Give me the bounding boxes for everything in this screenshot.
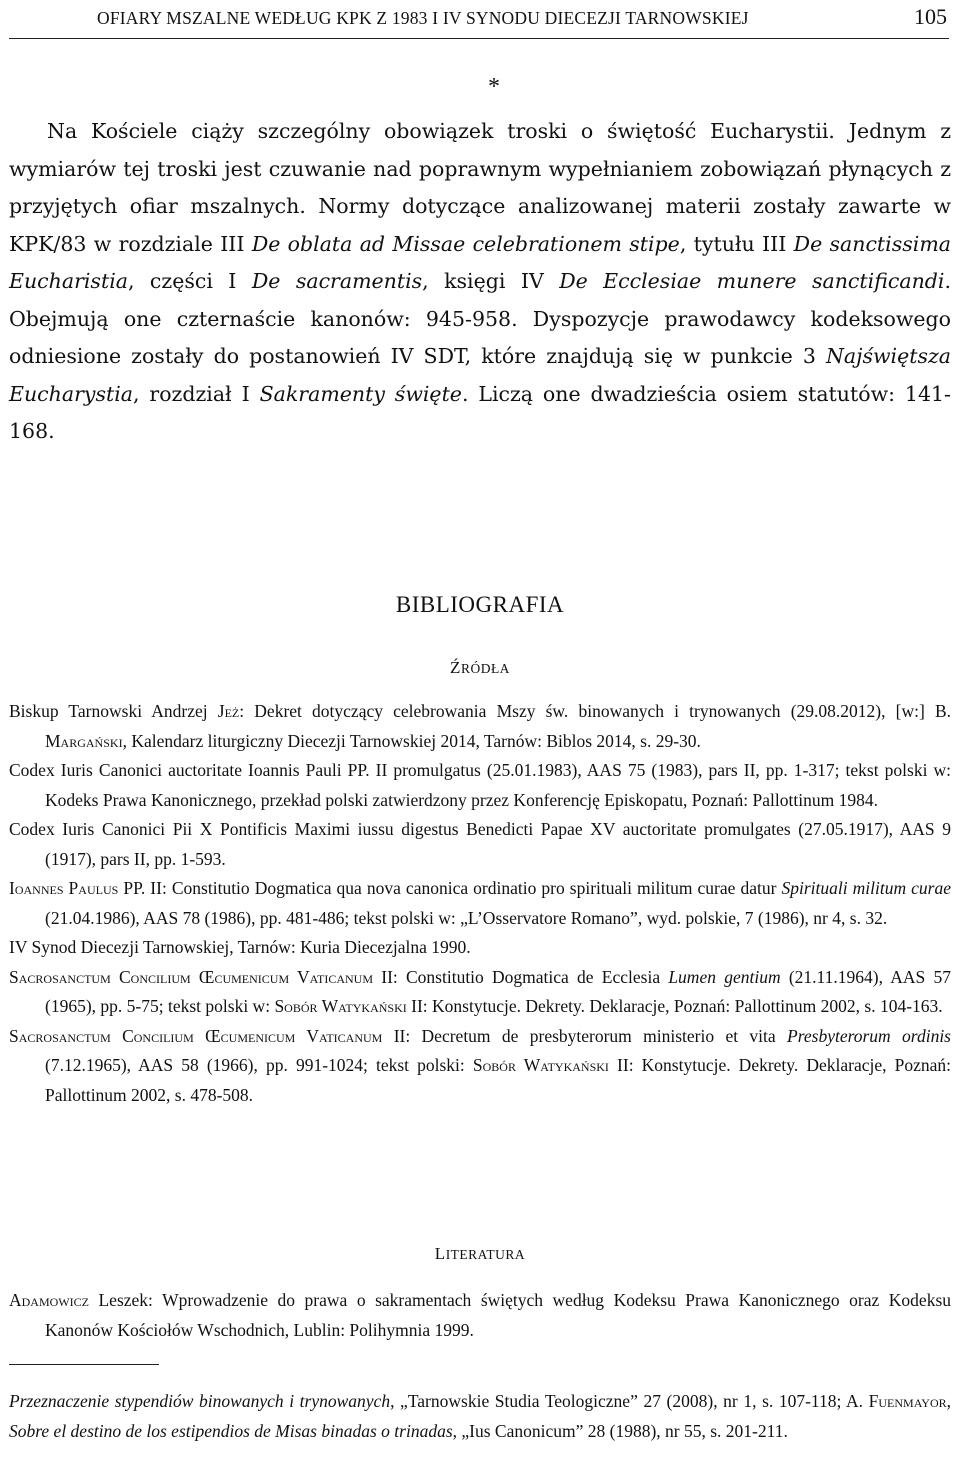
list-item: Biskup Tarnowski Andrzej Jeż: Dekret dotyczący celebrowania Mszy św. binowanych i trynowanych (29.08.2012), [w:] B. Margański, Kalendarz liturgiczny Diecezji Tarnowskiej 2014, Tarnów: Biblos 2014, s. 29-30. [9, 701, 951, 751]
running-header [9, 4, 949, 39]
page-number: 105 [914, 4, 947, 29]
sources-heading: ŹRÓDŁA [450, 658, 510, 677]
literature-heading: LITERATURA [434, 1244, 526, 1263]
list-item: Adamowicz Leszek: Wprowadzenie do prawa o sakramentach świętych według Kodeksu Prawa Kanonicznego oraz Kodeksu Kanonów Kościołów Wschodnich, Lublin: Polihymnia 1999. [9, 1290, 951, 1340]
list-item: Ioannes Paulus PP. II: Constitutio Dogmatica qua nova canonica ordinatio pro spirituali militum curae datur Spirituali militum curae (21.04.1986), AAS 78 (1986), pp. 481-486; tekst polski w: „L’Osservatore Romano”, wyd. polskie, 7 (1986), nr 4, s. 32. [9, 878, 952, 928]
paragraph-1: Na Kościele ciąży szczególny obowiązek troski o świętość Eucharystii. Jednym z wymiarów tej troski jest czuwanie nad poprawnym wypełnianiem zobowiązań płynących z przyjętych ofiar mszalnych. Normy dotyczące analizowanej materii zostały zawarte w KPK/83 w rozdziale III De oblata ad Missae celebrationem stipe, tytułu III De sanctissima Eucharistia, części I De sacramentis, księgi IV De Ecclesiae munere sanctificandi. Obejmują one czternaście kanonów: 945-958. Dyspozycje prawodawcy kodeksowego odniesione zostały do postanowień IV SDT, które znajdują się w punkcie 3 Najświętsza Eucharystia, rozdział I Sakramenty święte. Liczą one dwadzieścia osiem statutów: 141-168. [9, 119, 951, 443]
list-item: Codex Iuris Canonici auctoritate Ioannis Pauli PP. II promulgatus (25.01.1983), AAS 75 (1983), pars II, pp. 1-317; tekst polski w: Kodeks Prawa Kanonicznego, przekład polski zatwierdzony przez Konferencję Episkopatu, Poznań: Pallottinum 1984. [9, 760, 951, 810]
list-item: Sacrosanctum Concilium Œcumenicum Vaticanum II: Constitutio Dogmatica de Ecclesia Lumen gentium (21.11.1964), AAS 57 (1965), pp. 5-75; tekst polski w: Sobór Watykański II: Konstytucje. Dekrety. Deklaracje, Poznań: Pallottinum 2002, s. 104-163. [9, 966, 951, 1016]
literature-list [9, 1286, 951, 1345]
running-title: OFIARY MSZALNE WEDŁUG KPK Z 1983 I IV SYNODU DIECEZJI TARNOWSKIEJ [97, 8, 749, 28]
sources-list [9, 697, 951, 1110]
list-item: IV Synod Diecezji Tarnowskiej, Tarnów: Kuria Diecezjalna 1990. [9, 937, 471, 957]
list-item: Sacrosanctum Concilium Œcumenicum Vaticanum II: Decretum de presbyterorum ministerio et vita Presbyterorum ordinis (7.12.1965), AAS 58 (1966), pp. 991-1024; tekst polski: Sobór Watykański II: Konstytucje. Dekrety. Deklaracje, Poznań: Pallottinum 2002, s. 478-508. [9, 1025, 952, 1105]
footnote: Przeznaczenie stypendiów binowanych i trynowanych, „Tarnowskie Studia Teologiczne” 27 (2008), nr 1, s. 107-118; A. Fuenmayor, Sobre el destino de los estipendios de Misas binadas o trinadas, „Ius Canonicum” 28 (1988), nr 55, s. 201-211. [9, 1391, 951, 1441]
section-separator: * [488, 74, 500, 100]
list-item: Codex Iuris Canonici Pii X Pontificis Maximi iussu digestus Benedicti Papae XV auctoritate promulgates (27.05.1917), AAS 9 (1917), pars II, pp. 1-593. [9, 819, 951, 869]
bibliography-heading: BIBLIOGRAFIA [395, 592, 565, 617]
body-paragraph [9, 113, 951, 451]
footnote-divider [9, 1364, 159, 1365]
